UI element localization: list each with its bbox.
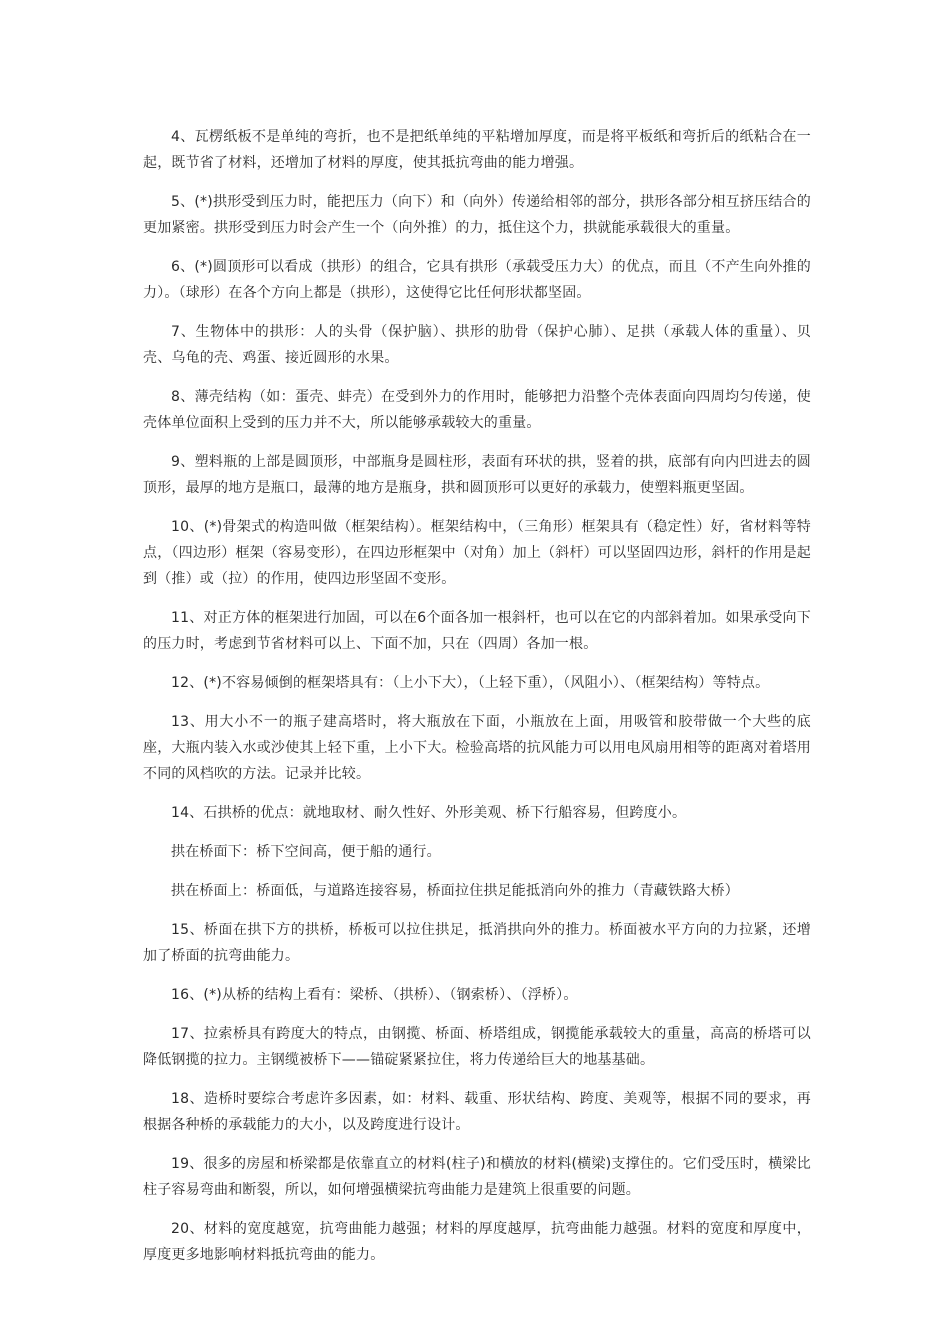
paragraph-14-arch-above-deck: 拱在桥面上：桥面低，与道路连接容易，桥面拉住拱足能抵消向外的推力（青藏铁路大桥） [171, 883, 739, 899]
document-body [143, 124, 811, 1281]
paragraph-16: 16、(*)从桥的结构上看有：梁桥、（拱桥）、（钢索桥）、（浮桥）。 [171, 987, 578, 1003]
paragraph-4: 4、瓦楞纸板不是单纯的弯折，也不是把纸单纯的平粘增加厚度，而是将平板纸和弯折后的纸粘合在一起，既节省了材料，还增加了材料的厚度，使其抵抗弯曲的能力增强。 [143, 129, 811, 171]
paragraph-14: 14、石拱桥的优点：就地取材、耐久性好、外形美观、桥下行船容易，但跨度小。 [171, 805, 687, 821]
paragraph-14-arch-below-deck: 拱在桥面下：桥下空间高，便于船的通行。 [171, 844, 441, 860]
paragraph-11: 11、对正方体的框架进行加固，可以在6个面各加一根斜杆，也可以在它的内部斜着加。如果承受向下的压力时，考虑到节省材料可以上、下面不加，只在（四周）各加一根。 [143, 610, 811, 652]
paragraph-8: 8、薄壳结构（如：蛋壳、蚌壳）在受到外力的作用时，能够把力沿整个壳体表面向四周均匀传递，使壳体单位面积上受到的压力并不大，所以能够承载较大的重量。 [143, 389, 811, 431]
paragraph-15: 15、桥面在拱下方的拱桥，桥板可以拉住拱足，抵消拱向外的推力。桥面被水平方向的力拉紧，还增加了桥面的抗弯曲能力。 [143, 922, 811, 964]
paragraph-13: 13、用大小不一的瓶子建高塔时，将大瓶放在下面，小瓶放在上面，用吸管和胶带做一个大些的底座，大瓶内装入水或沙使其上轻下重，上小下大。检验高塔的抗风能力可以用电风扇用相等的距离对着塔用不同的风档吹的方法。记录并比较。 [143, 714, 811, 782]
paragraph-9: 9、塑料瓶的上部是圆顶形，中部瓶身是圆柱形，表面有环状的拱，竖着的拱，底部有向内凹进去的圆顶形，最厚的地方是瓶口，最薄的地方是瓶身，拱和圆顶形可以更好的承载力，使塑料瓶更坚固。 [143, 454, 811, 496]
paragraph-17: 17、拉索桥具有跨度大的特点，由钢揽、桥面、桥塔组成，钢揽能承载较大的重量，高高的桥塔可以降低钢揽的拉力。主钢缆被桥下——锚碇紧紧拉住，将力传递给巨大的地基基础。 [143, 1026, 811, 1068]
paragraph-5: 5、(*)拱形受到压力时，能把压力（向下）和（向外）传递给相邻的部分，拱形各部分相互挤压结合的更加紧密。拱形受到压力时会产生一个（向外推）的力，抵住这个力，拱就能承载很大的重量。 [143, 194, 811, 236]
paragraph-20: 20、材料的宽度越宽，抗弯曲能力越强；材料的厚度越厚，抗弯曲能力越强。材料的宽度和厚度中，厚度更多地影响材料抵抗弯曲的能力。 [143, 1221, 811, 1263]
paragraph-19: 19、很多的房屋和桥梁都是依靠直立的材料(柱子)和横放的材料(横梁)支撑住的。它们受压时，横梁比柱子容易弯曲和断裂，所以，如何增强横梁抗弯曲能力是建筑上很重要的问题。 [143, 1156, 811, 1198]
paragraph-6: 6、(*)圆顶形可以看成（拱形）的组合，它具有拱形（承载受压力大）的优点，而且（不产生向外推的力）。（球形）在各个方向上都是（拱形），这使得它比任何形状都坚固。 [143, 259, 811, 301]
paragraph-18: 18、造桥时要综合考虑许多因素，如：材料、载重、形状结构、跨度、美观等，根据不同的要求，再根据各种桥的承载能力的大小，以及跨度进行设计。 [143, 1091, 811, 1133]
paragraph-7: 7、生物体中的拱形：人的头骨（保护脑）、拱形的肋骨（保护心肺）、足拱（承载人体的重量）、贝壳、乌龟的壳、鸡蛋、接近圆形的水果。 [143, 324, 811, 366]
paragraph-12: 12、(*)不容易倾倒的框架塔具有：（上小下大），（上轻下重），（风阻小）、（框架结构）等特点。 [171, 675, 770, 691]
paragraph-10: 10、(*)骨架式的构造叫做（框架结构）。框架结构中，（三角形）框架具有（稳定性）好，省材料等特点，（四边形）框架（容易变形），在四边形框架中（对角）加上（斜杆）可以坚固四边形，斜杆的作用是起到（推）或（拉）的作用，使四边形坚固不变形。 [143, 519, 811, 587]
